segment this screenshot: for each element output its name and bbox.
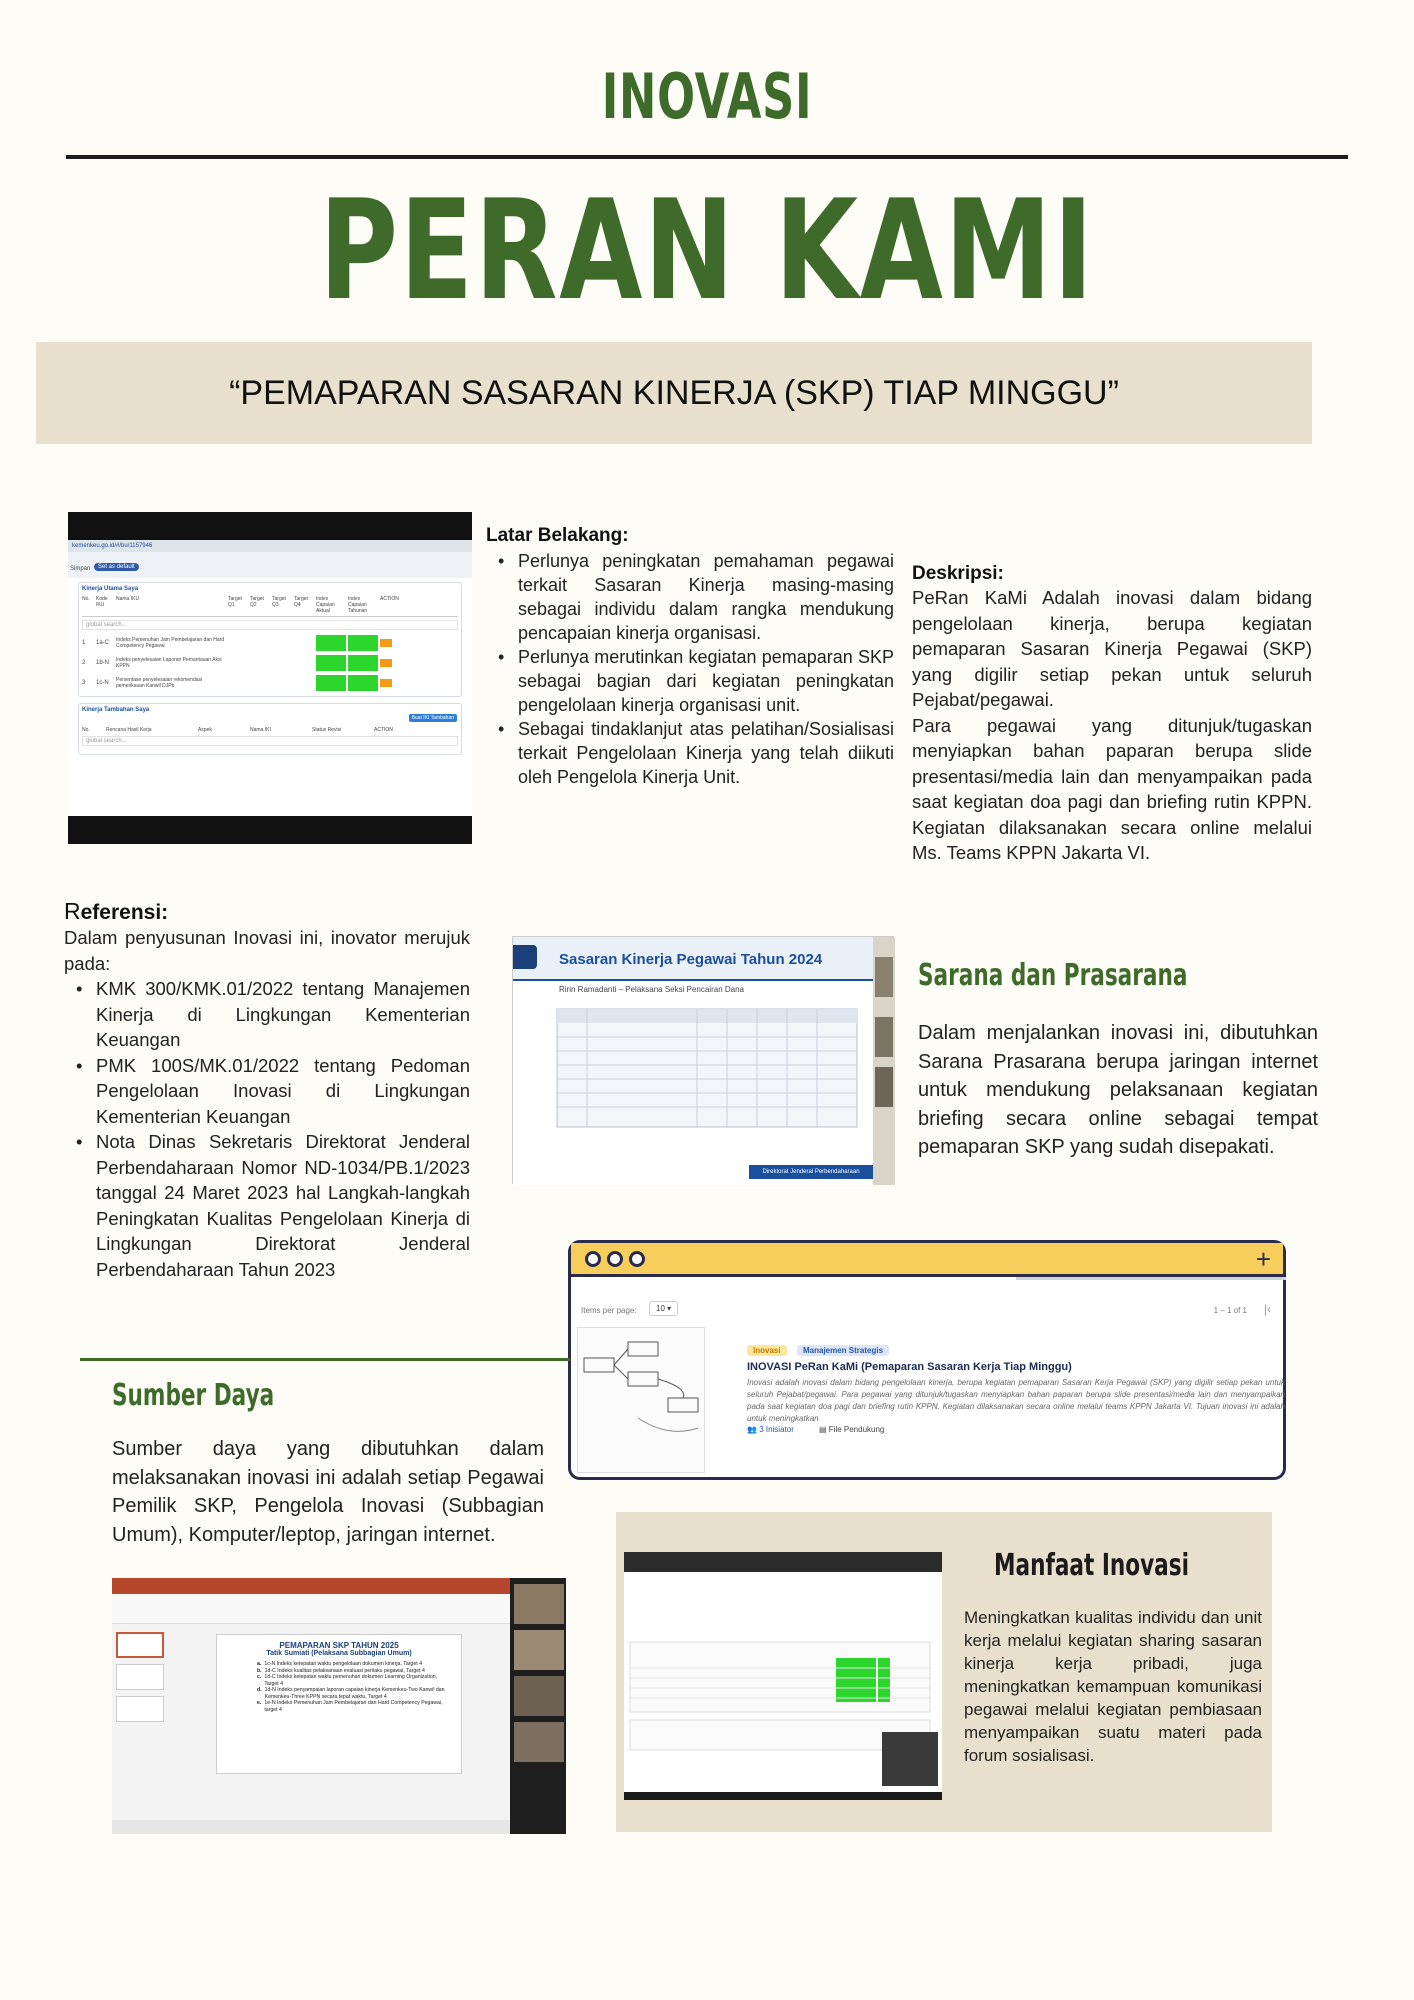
list-item: • PMK 100S/MK.01/2022 tentang Pedoman Pengelolaan Inovasi di Lingkungan Kementerian Keuangan xyxy=(64,1053,470,1130)
manfaat-box xyxy=(616,1512,1272,1832)
subtitle-banner xyxy=(36,342,1312,444)
col-q1: Target Q1 xyxy=(228,596,242,608)
col-q4: Target Q4 xyxy=(294,596,308,608)
slide-title: Sasaran Kinerja Pegawai Tahun 2024 xyxy=(559,951,823,968)
manfaat-heading: Manfaat Inovasi xyxy=(994,1548,1190,1583)
col2-nama-iki: Nama IKI xyxy=(250,727,271,733)
point-letter: b. xyxy=(257,1667,262,1674)
row-nama: Indeks Pemenuhan Jam Pembelajaran dan Hard Competency Pegawai xyxy=(116,637,225,649)
sarana-section xyxy=(918,958,1318,1162)
point-letter: e. xyxy=(257,1700,262,1706)
referensi-section xyxy=(64,898,470,1282)
simpan-label: Simpan xyxy=(70,566,91,572)
window-dot-icon xyxy=(607,1251,623,1267)
list-item: • KMK 300/KMK.01/2022 tentang Manajemen Kinerja di Lingkungan Kementerian Keuangan xyxy=(64,976,470,1053)
status-cell-green xyxy=(348,635,378,651)
plus-icon[interactable]: + xyxy=(1255,1244,1271,1274)
header-divider xyxy=(66,155,1348,159)
set-default-button[interactable]: Set as default xyxy=(94,563,139,571)
video-participants-strip xyxy=(873,937,895,1185)
pager-text: 1 – 1 of 1 xyxy=(1213,1306,1247,1315)
ppt-slide-points xyxy=(257,1661,447,1713)
kinerja-table-preview xyxy=(624,1572,942,1792)
row-kode: 1b-N xyxy=(96,660,110,666)
status-cell-green xyxy=(316,655,346,671)
list-item xyxy=(257,1674,447,1687)
gear-icon xyxy=(513,945,537,969)
col2-no: No. xyxy=(82,727,90,733)
col-nama: Nama IKU xyxy=(116,596,140,602)
skp-table xyxy=(557,1009,867,1129)
deskripsi-section xyxy=(912,563,1312,866)
point-text: 1d-C Indeks kualitas pelaksanaan evaluasi perilaku pegawai, Target 4 xyxy=(264,1667,425,1674)
browser-url-bar xyxy=(68,540,472,552)
inisiator-link[interactable] xyxy=(747,1425,794,1434)
global-search-input[interactable]: global search... xyxy=(82,620,458,630)
deskripsi-paragraph-2: Para pegawai yang ditunjuk/tugaskan menyiapkan bahan paparan berupa slide presentasi/media lain dan menyampaikan pada saat kegiatan doa pagi dan briefing rutin KPPN. Kegiatan dilaksanakan secara online melalui Ms. Teams KPPN Jakarta VI. xyxy=(912,714,1312,863)
col2-rhk: Rencana Hasil Kerja xyxy=(106,727,152,733)
list-item: • Nota Dinas Sekretaris Direktorat Jenderal Perbendaharaan Nomor ND-1034/PB.1/2023 tanggal 24 Maret 2023 hal Langkah-langkah Peningkatan Kualitas Pengelolaan Kinerja di Lingkungan Direktorat Jenderal Perbendaharaan Tahun 2023 xyxy=(64,1129,470,1282)
row-no: 3 xyxy=(82,680,86,686)
row-no: 1 xyxy=(82,640,86,646)
sarana-text: Dalam menjalankan inovasi ini, dibutuhkan Sarana Prasarana berupa jaringan internet untuk mendukung pelaksanaan kegiatan briefing secara online sebagai tempat pemaparan SKP yang sudah disepakati. xyxy=(918,1022,1318,1158)
referensi-list xyxy=(64,976,470,1282)
screenshot-skp-slide xyxy=(512,936,894,1184)
list-item: • Perlunya peningkatan pemahaman pegawai terkait Sasaran Kinerja masing-masing sebagai individu dalam rangka mendukung pencapaian kinerja organisasi. xyxy=(486,549,894,645)
col2-action: ACTION xyxy=(374,727,393,733)
document-icon: ▤ xyxy=(819,1425,829,1434)
page-title: PERAN KAMI xyxy=(319,170,1095,331)
edit-button[interactable] xyxy=(380,639,392,647)
file-pendukung-label: File Pendukung xyxy=(828,1425,885,1434)
buat-iki-button[interactable]: Buat IKI Tambahan xyxy=(409,714,457,722)
status-cell-green xyxy=(348,655,378,671)
col-aktual: Index Capaian Aktual xyxy=(316,596,335,614)
inovasi-description: Inovasi adalah inovasi dalam bidang pengelolaan kinerja, berupa kegiatan pemaparan Sasaran Kerja Pegawai (SKP) yang digilir setiap pekan untuk seluruh Pejabat/pegawai. Para pegawai yang ditunjuk/tugaskan menyiapkan bahan paparan berupa slide presentasi/media lain dan menyampaikan pada saat kegiatan doa pagi dan briefing rutin KPPN. Kegiatan dilaksanakan secara online melalui teams KPPN Jakarta VI. Tujuan inovasi ini adalah untuk meningkatkan xyxy=(747,1378,1285,1423)
row-kode: 1a-C xyxy=(96,640,110,646)
point-text: 1d-C Indeks ketepatan waktu pemenuhan dokumen Learning Organization, Target 4 xyxy=(264,1674,438,1687)
status-cell-green xyxy=(348,675,378,691)
slide-presenter: Ririn Ramadanti – Pelaksana Seksi Pencairan Dana xyxy=(559,985,744,994)
list-item xyxy=(257,1687,447,1700)
referensi-heading xyxy=(64,898,470,925)
row-kode: 1c-N xyxy=(96,680,109,686)
col-no: No. xyxy=(82,596,90,602)
inovasi-title-link[interactable]: INOVASI PeRan KaMi (Pemaparan Sasaran Kerja Tiap Minggu) xyxy=(747,1361,1072,1373)
status-cell-green xyxy=(316,635,346,651)
deskripsi-paragraph-1: PeRan KaMi Adalah inovasi dalam bidang pengelolaan kinerja, berupa kegiatan pemaparan Sasaran Kinerja Pegawai (SKP) yang digilir setiap pekan untuk seluruh Pejabat/pegawai. xyxy=(912,587,1312,710)
screenshot-kinerja-teams xyxy=(624,1552,942,1800)
col-q2: Target Q2 xyxy=(250,596,264,608)
point-text: 1e-N Indeks Pemenuhan Jam Pembelajaran dan Hard Competency Pegawai, target 4 xyxy=(264,1700,443,1713)
col-action: ACTION xyxy=(380,596,399,602)
items-per-page-value: 10 xyxy=(656,1304,665,1313)
people-icon: 👥 xyxy=(747,1425,760,1434)
window-dot-icon xyxy=(585,1251,601,1267)
point-text: 1c-N Indeks ketepatan waktu pengelolaan dokumen kinerja, Target 4 xyxy=(264,1661,422,1667)
referensi-heading-rest: eferensi: xyxy=(80,901,169,924)
flow-diagram-icon xyxy=(578,1328,706,1474)
list-item: • Sebagai tindaklanjut atas pelatihan/Sosialisasi terkait Pengelolaan Kinerja yang telah diikuti oleh Pengelola Kinerja Unit. xyxy=(486,717,894,789)
url-text: kemenkeu.go.id/#/bu/1157946 xyxy=(72,543,153,549)
latar-belakang-heading: Latar Belakang: xyxy=(486,525,629,546)
sarana-heading: Sarana dan Prasarana xyxy=(918,958,1188,993)
ppt-status-bar xyxy=(112,1820,510,1834)
browser-title-bar xyxy=(571,1243,1283,1277)
referensi-heading-initial: R xyxy=(64,898,81,924)
col2-status: Status Revisi xyxy=(312,727,342,733)
slide-footer: Direktorat Jenderal Perbendaharaan xyxy=(749,1165,873,1179)
table-row xyxy=(82,653,458,673)
list-item: • Perlunya merutinkan kegiatan pemaparan SKP sebagai bagian dari kegiatan peningkatan pengelolaan kinerja organisasi unit. xyxy=(486,645,894,717)
first-page-icon[interactable]: |‹ xyxy=(1263,1302,1271,1316)
sumber-daya-heading: Sumber Daya xyxy=(112,1378,275,1413)
items-per-page-label: Items per page: xyxy=(581,1306,637,1315)
status-cell-green xyxy=(316,675,346,691)
ppt-slide-subtitle: Tatik Sumiati (Pelaksana Subbagian Umum) xyxy=(266,1650,412,1657)
point-text: 1d-N Indeks penyampaian laporan capaian kinerja Kemenkeu-Two Kanwil dan Kemenkeu-Three KPPN secara tepat waktu, Target 4 xyxy=(264,1687,445,1700)
section-divider-green xyxy=(80,1358,570,1361)
row-nama: Indeks penyelesaian Laporan Pemantauan Aksi KPPN xyxy=(116,657,222,669)
sumber-daya-text: Sumber daya yang dibutuhkan dalam melaksanakan inovasi ini adalah setiap Pegawai Pemilik SKP, Pengelola Inovasi (Subbagian Umum), Komputer/leptop, jaringan internet. xyxy=(112,1438,544,1546)
table-header xyxy=(82,596,458,617)
edit-button[interactable] xyxy=(380,679,392,687)
col-kode: Kode IKU xyxy=(96,596,108,608)
inovasi-thumbnail[interactable] xyxy=(577,1327,705,1473)
ppt-current-slide xyxy=(216,1634,462,1774)
point-letter: a. xyxy=(257,1661,262,1667)
kicker-title: INOVASI xyxy=(601,60,813,133)
edit-button[interactable] xyxy=(380,659,392,667)
manfaat-text: Meningkatkan kualitas individu dan unit kerja melalui kegiatan sharing sasaran kinerja kerja pribadi, juga meningkatkan kemampuan komunikasi pegawai melalui kegiatan pembiasaan menyampaikan suatu materi pada forum sosialisasi. xyxy=(964,1608,1262,1765)
table-header-2 xyxy=(82,727,458,733)
col2-aspek: Aspek xyxy=(198,727,212,733)
tag-manajemen-strategis: Manajemen Strategis xyxy=(797,1345,889,1356)
panel-kinerja-utama: Kinerja Utama Saya xyxy=(82,586,139,592)
deskripsi-heading: Deskripsi: xyxy=(912,563,1004,584)
sumber-daya-section xyxy=(112,1378,544,1549)
table-row xyxy=(82,673,458,693)
screenshot-powerpoint-teams xyxy=(112,1578,566,1834)
referensi-intro: Dalam penyusunan Inovasi ini, inovator merujuk pada: xyxy=(64,927,470,974)
tag-inovasi: Inovasi xyxy=(747,1345,787,1356)
latar-belakang-list xyxy=(486,549,894,789)
point-letter: d. xyxy=(257,1687,262,1693)
global-search-input-2[interactable]: global search... xyxy=(82,736,458,746)
ppt-title-bar xyxy=(112,1578,510,1594)
video-participants-strip xyxy=(512,1578,566,1834)
window-dot-icon xyxy=(629,1251,645,1267)
file-pendukung-link[interactable] xyxy=(819,1425,884,1434)
items-per-page-select[interactable]: 10 ▾ xyxy=(649,1301,678,1316)
point-letter: c. xyxy=(257,1674,262,1680)
row-nama: Persentase penyelesaian rekomendasi pemeriksaan Kanwil DJPb xyxy=(116,677,203,689)
panel-kinerja-tambahan: Kinerja Tambahan Saya xyxy=(82,707,150,713)
screenshot-kinerja-app xyxy=(68,512,472,844)
list-item xyxy=(257,1700,447,1713)
table-row xyxy=(82,633,458,653)
col-tahunan: Index Capaian Tahunan xyxy=(348,596,368,614)
latar-belakang-section xyxy=(486,525,894,789)
row-no: 2 xyxy=(82,660,86,666)
ppt-slide-thumbnails xyxy=(116,1632,164,1812)
browser-window-inovasi xyxy=(568,1240,1286,1480)
ppt-ribbon xyxy=(112,1594,510,1624)
col-q3: Target Q3 xyxy=(272,596,286,608)
inisiator-label: 3 Inisiator xyxy=(759,1425,794,1434)
ppt-slide-title: PEMAPARAN SKP TAHUN 2025 xyxy=(279,1641,399,1650)
subtitle-text: “PEMAPARAN SASARAN KINERJA (SKP) TIAP MINGGU” xyxy=(229,374,1119,412)
